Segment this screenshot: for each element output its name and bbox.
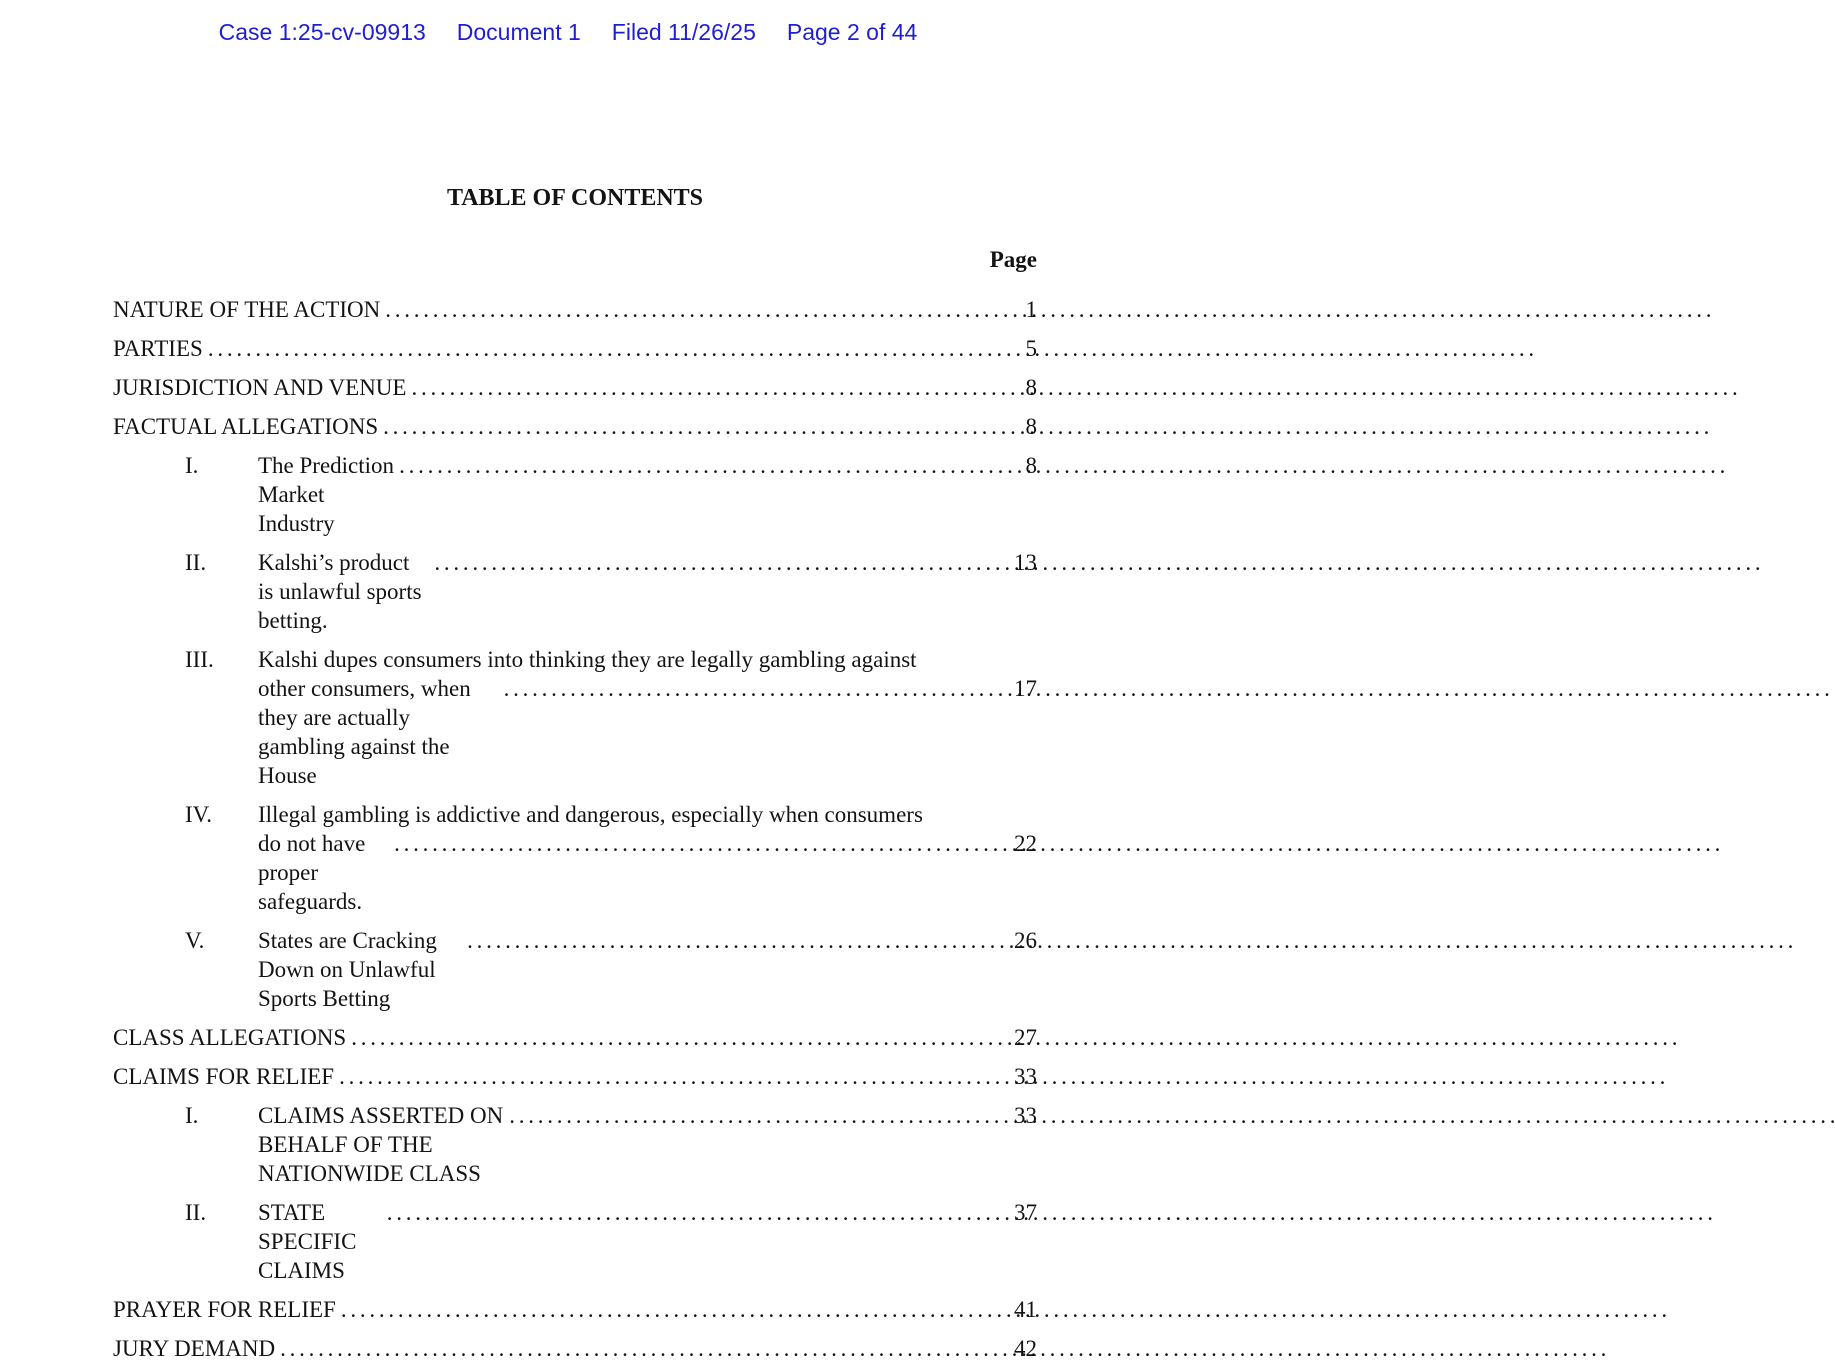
toc-entry-line [258,548,1037,635]
toc-entry-line [258,645,1037,674]
toc-entry-page: 26 [1014,928,1037,953]
toc-entry [113,1101,1037,1188]
dot-leader [434,548,1008,577]
toc-entry-page: 33 [1014,1103,1037,1128]
toc-entry-number: II. [185,1200,207,1225]
dot-leader [509,1101,1008,1130]
toc-list [113,295,1037,1363]
toc-entry [113,800,1037,916]
toc-entry-page: 17 [1014,676,1037,701]
toc-entry-text: do not have proper safeguards. [258,831,366,914]
toc-entry-line [258,829,1037,916]
toc-entry-text: other consumers, when they are actually gambling against the House [258,676,471,788]
toc-entry-text: PRAYER FOR RELIEF [113,1297,336,1322]
toc-entry-body [113,1334,1037,1363]
toc-entry-body [113,1062,1037,1091]
toc-entry-page: 22 [1014,831,1037,856]
toc-entry-page: 5 [1025,336,1037,361]
toc-entry [113,1062,1037,1091]
toc-entry-body [258,1101,1037,1188]
toc-entry-text: Illegal gambling is addictive and dangerous, especially when consumers [258,802,923,827]
toc-entry [113,334,1037,363]
toc-entry-line [113,373,1037,402]
toc-entry-body [258,1198,1037,1285]
toc-entry-text: Kalshi dupes consumers into thinking they are legally gambling against [258,647,917,672]
dot-leader [399,451,1019,480]
toc-entry-page: 42 [1014,1336,1037,1361]
toc-entry-body [258,800,1037,916]
toc-entry-body [113,334,1037,363]
toc-entry-line [258,800,1037,829]
dot-leader [351,1023,1008,1052]
dot-leader [394,829,1008,858]
toc-entry-line [258,451,1037,538]
toc-entry-text: CLAIMS ASSERTED ON BEHALF OF THE NATIONWIDE CLASS [258,1103,504,1186]
toc-entry-page: 33 [1014,1064,1037,1089]
dot-leader [385,295,1019,324]
dot-leader [387,1198,1008,1227]
toc-entry-number: I. [185,453,199,478]
dot-leader [208,334,1020,363]
toc-entry-text: The Prediction Market Industry [258,453,395,536]
toc-entry-line [113,334,1037,363]
toc-entry-page: 8 [1025,375,1037,400]
toc-entry [113,1295,1037,1324]
toc-entry-line [113,1334,1037,1363]
header-page-number: Page 2 of 44 [786,19,918,45]
dot-leader [467,926,1008,955]
toc-entry-line [258,1198,1037,1285]
toc-entry-number: IV. [185,802,213,827]
toc-entry [113,1023,1037,1052]
toc-entry [113,548,1037,635]
toc-entry-text: NATURE OF THE ACTION [113,297,381,322]
toc-entry-number: II. [185,550,207,575]
toc-entry-body [113,1023,1037,1052]
dot-leader [280,1334,1008,1363]
toc-entry-line [258,674,1037,790]
toc-entry-line [258,926,1037,1013]
toc-entry-line [113,1295,1037,1324]
toc-entry-body [258,451,1037,538]
toc-entry [113,451,1037,538]
toc-entry-page: 13 [1014,550,1037,575]
toc-entry-text: States are Cracking Down on Unlawful Sports Betting [258,928,437,1011]
toc-entry-body [258,548,1037,635]
toc-title: TABLE OF CONTENTS [446,185,704,211]
toc-entry-page: 37 [1014,1200,1037,1225]
toc-entry-body [113,412,1037,441]
dot-leader [504,674,1008,703]
toc-entry-text: Kalshi’s product is unlawful sports betting. [258,550,422,633]
toc-entry-line [113,295,1037,324]
court-header [0,0,1136,46]
toc-entry [113,926,1037,1013]
toc-entry [113,373,1037,402]
toc-entry-text: CLASS ALLEGATIONS [113,1025,347,1050]
toc-entry-body [113,373,1037,402]
toc-entry-page: 27 [1014,1025,1037,1050]
page-column-label: Page [989,247,1037,272]
toc-entry-body [258,926,1037,1013]
toc-entry [113,412,1037,441]
toc-entry-number: V. [185,928,205,953]
toc-entry-page: 8 [1025,414,1037,439]
header-case-number: Case 1:25-cv-09913 [218,19,426,45]
toc-entry-page: 1 [1025,297,1037,322]
toc-entry [113,645,1037,790]
toc-entry-page: 8 [1025,453,1037,478]
toc-entry-body [113,295,1037,324]
toc-entry-number: I. [185,1103,199,1128]
dot-leader [339,1062,1008,1091]
toc-entry-text: PARTIES [113,336,203,361]
toc-entry [113,295,1037,324]
dot-leader [411,373,1019,402]
toc-entry-body [113,1295,1037,1324]
toc-entry-page: 41 [1014,1297,1037,1322]
toc-entry [113,1198,1037,1285]
toc-entry-line [113,1023,1037,1052]
header-document-number: Document 1 [456,19,581,45]
toc-entry-text: JURY DEMAND [113,1336,276,1361]
toc-entry-number: III. [185,647,214,672]
toc-entry-line [113,1062,1037,1091]
toc-entry-text: STATE SPECIFIC CLAIMS [258,1200,357,1283]
toc-entry-text: JURISDICTION AND VENUE [113,375,407,400]
toc-entry [113,1334,1037,1363]
toc-entry-text: CLAIMS FOR RELIEF [113,1064,335,1089]
dot-leader [341,1295,1008,1324]
toc-entry-text: FACTUAL ALLEGATIONS [113,414,379,439]
header-filed-date: Filed 11/26/25 [611,19,756,45]
toc-entry-body [258,645,1037,790]
toc-entry-line [113,412,1037,441]
document-page [113,184,1037,1363]
dot-leader [383,412,1019,441]
toc-entry-line [258,1101,1037,1188]
